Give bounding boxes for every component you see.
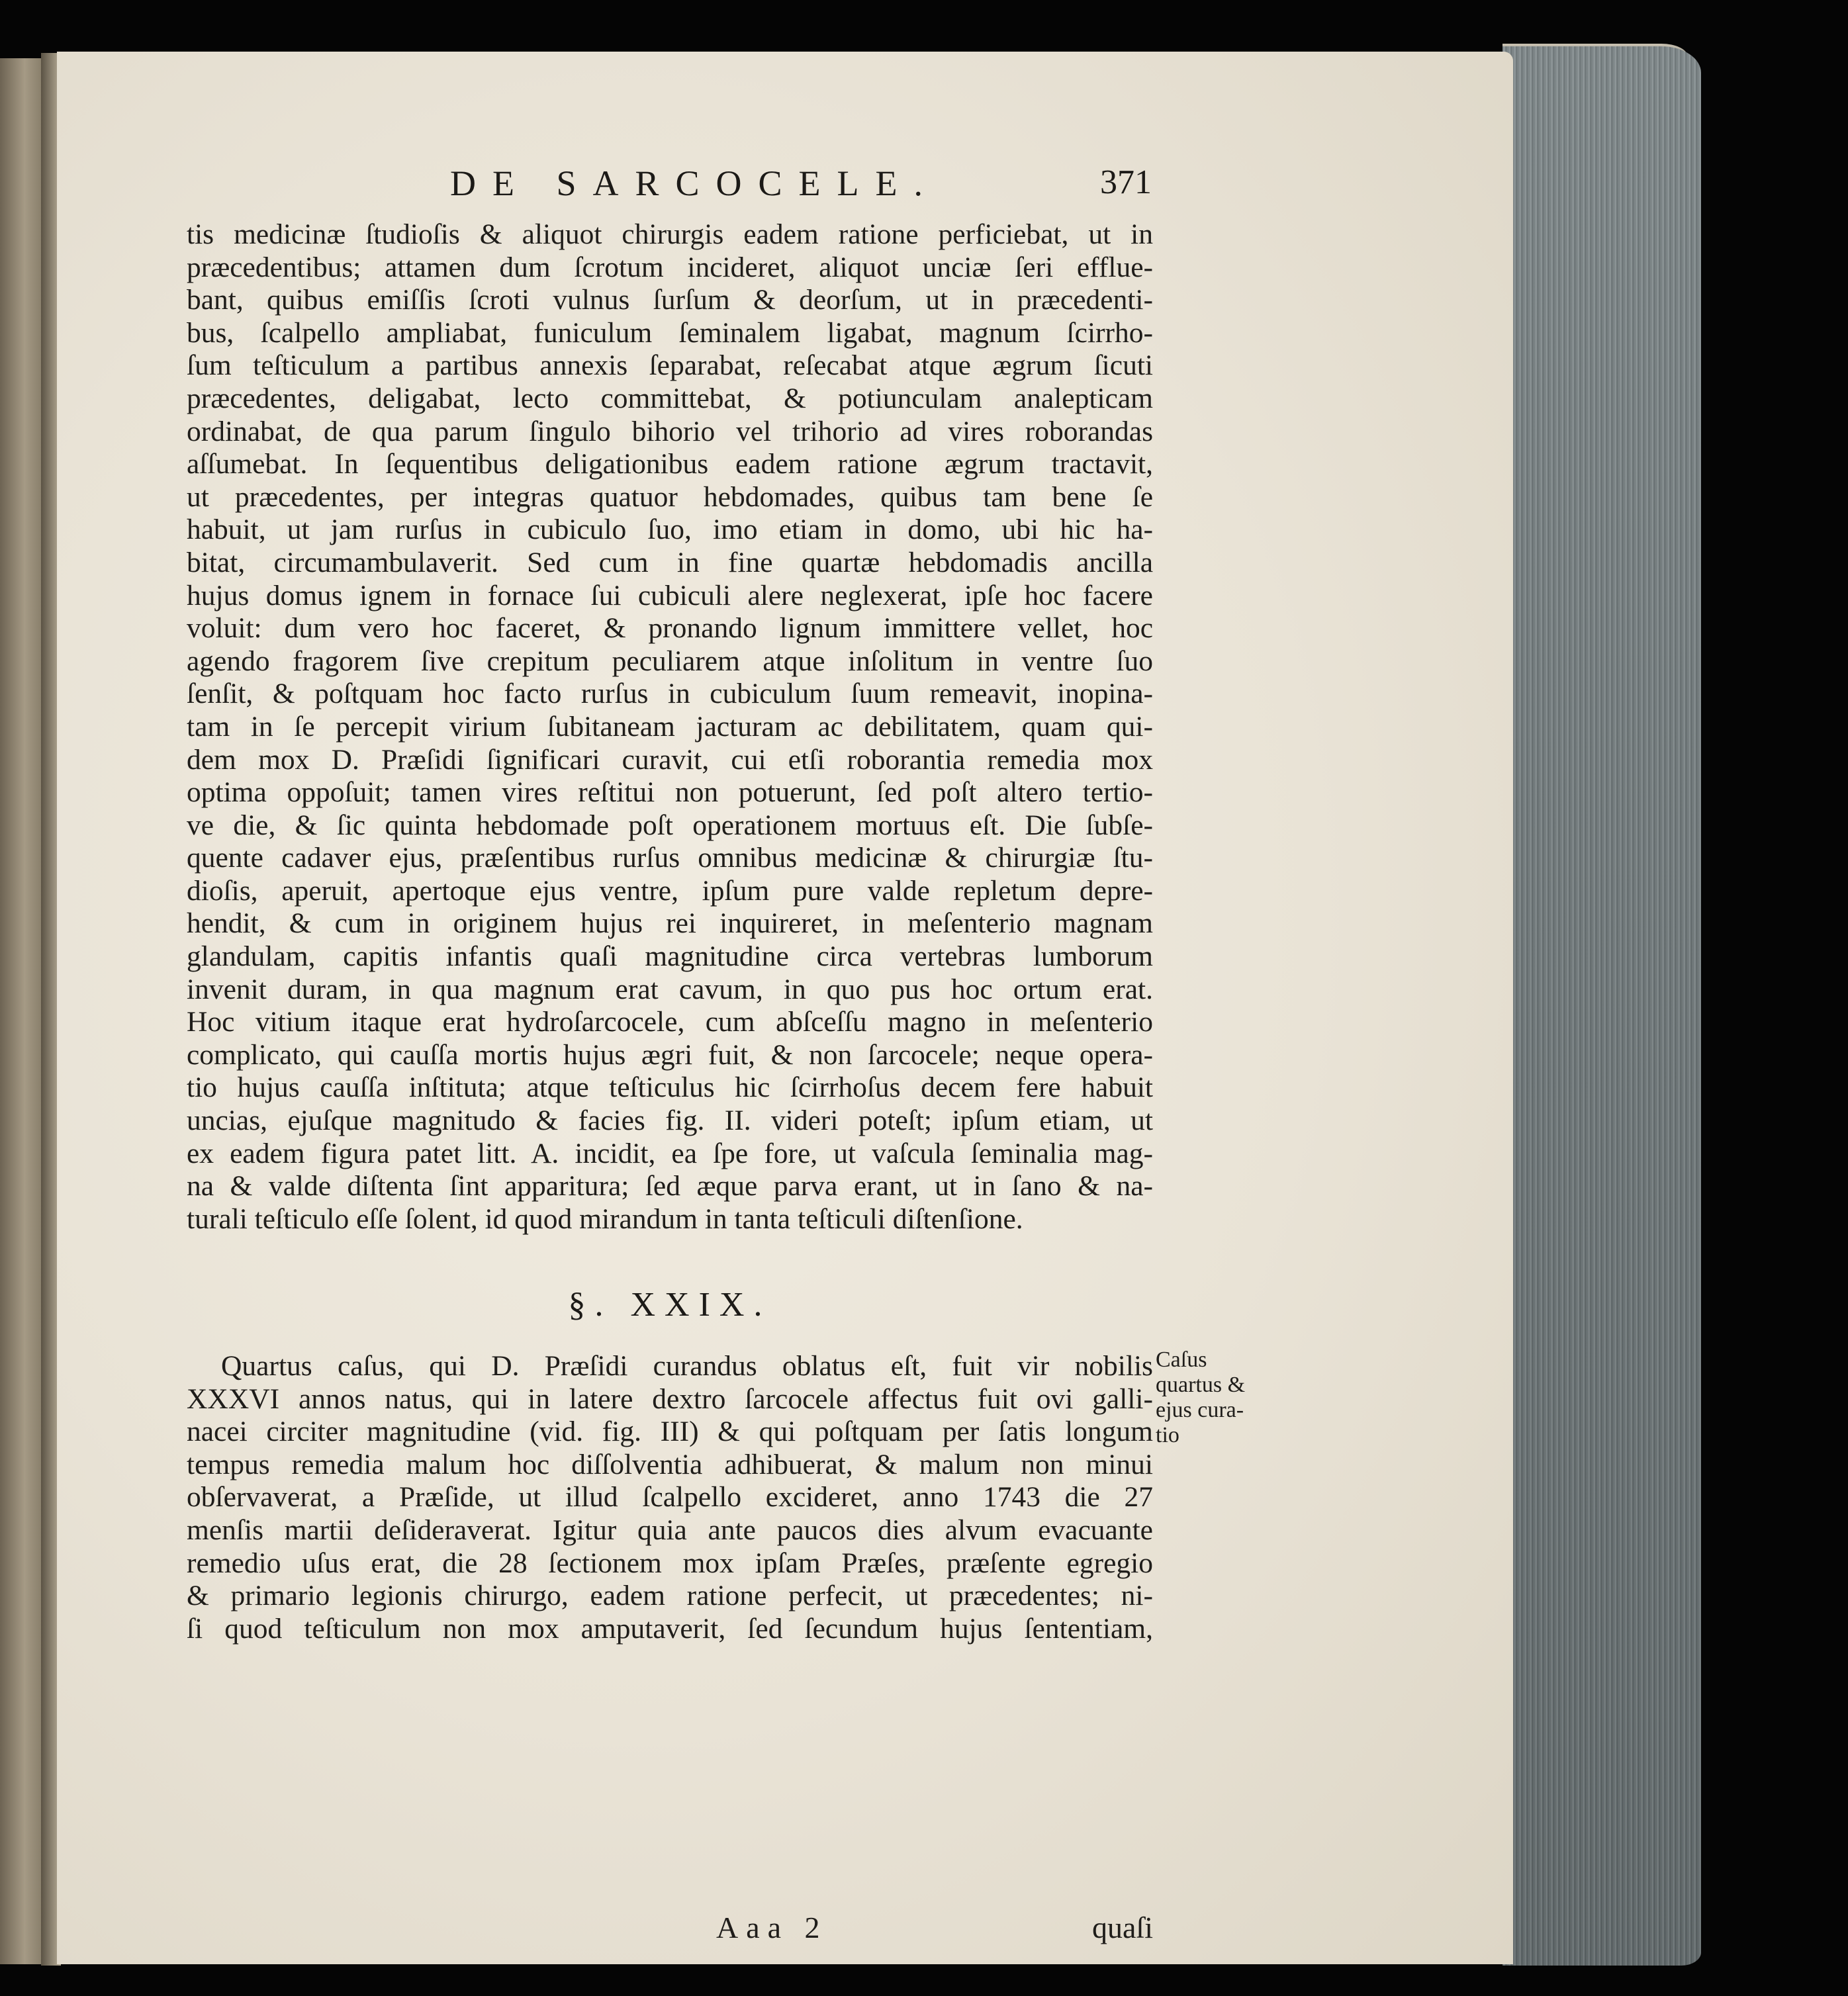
margin-note-line: tio <box>1156 1423 1179 1447</box>
text-line: tempus remedia malum hoc diſſolventia adhibuerat, & malum non minui <box>187 1448 1153 1480</box>
text-line: optima oppoſuit; tamen vires reſtitui non potuerunt, ſed poſt altero tertio- <box>187 776 1153 809</box>
margin-note-line: quartus & <box>1156 1373 1246 1397</box>
text-line: menſis martii deſideraverat. Igitur quia ante paucos dies alvum evacuante <box>187 1514 1153 1546</box>
text-line: bus, ſcalpello ampliabat, funiculum ſeminalem ligabat, magnum ſcirrho- <box>187 316 1153 349</box>
text-line: agendo fragorem ſive crepitum peculiarem atque inſolitum in ventre ſuo <box>187 645 1153 677</box>
text-line: tam in ſe percepit virium ſubitaneam jacturam ac debilitatem, quam qui- <box>187 710 1153 743</box>
text-line: dem mox D. Præſidi ſignificari curavit, cui etſi roborantia remedia mox <box>187 743 1153 776</box>
text-line: invenit duram, in qua magnum erat cavum, in quo pus hoc ortum erat. <box>187 973 1153 1005</box>
text-line: remedio uſus erat, die 28 ſectionem mox ipſam Præſes, præſente egregio <box>187 1547 1153 1579</box>
text-line: ex eadem figura patet litt. A. incidit, ea ſpe fore, ut vaſcula ſeminalia mag- <box>187 1137 1153 1169</box>
text-line: dioſis, aperuit, apertoque ejus ventre, ipſum pure valde repletum depre- <box>187 874 1153 907</box>
running-title: DE SARCOCELE. <box>450 163 940 203</box>
text-line: obſervaverat, a Præſide, ut illud ſcalpello excideret, anno 1743 die 27 <box>187 1481 1153 1514</box>
text-line: uncias, ejuſque magnitudo & facies fig. II. videri poteſt; ipſum etiam, ut <box>187 1105 1153 1137</box>
text-line: voluit: dum vero hoc faceret, & pronando lignum immittere vellet, hoc <box>187 612 1153 645</box>
text-line: ſi quod teſticulum non mox amputaverit, ſed ſecundum hujus ſententiam, <box>187 1612 1153 1645</box>
text-line: quente cadaver ejus, præſentibus rurſus omnibus medicinæ & chirurgiæ ſtu- <box>187 842 1153 874</box>
page-number: 371 <box>1100 163 1152 201</box>
text-line: ſum teſticulum a partibus annexis ſeparabat, reſecabat atque ægrum ſicuti <box>187 349 1153 382</box>
facing-page-edge <box>0 58 41 1964</box>
page-block-fore-edge <box>1502 46 1701 1966</box>
text-line: glandulam, capitis infantis quaſi magnitudine circa vertebras lumborum <box>187 940 1153 973</box>
text-line: na & valde diſtenta ſint apparitura; ſed æque parva erant, ut in ſano & na- <box>187 1170 1153 1202</box>
running-head <box>450 163 1152 209</box>
signature-mark: Aaa 2 <box>716 1911 828 1944</box>
text-line: ſenſit, & poſtquam hoc facto rurſus in cubiculum ſuum remeavit, inopina- <box>187 678 1153 710</box>
catchword: quaſi <box>1092 1911 1153 1944</box>
page-footer <box>187 1910 1153 1947</box>
text-line: Quartus caſus, qui D. Præſidi curandus oblatus eſt, fuit vir nobilis <box>221 1350 1153 1382</box>
text-line: & primario legionis chirurgo, eadem ratione perfecit, ut præcedentes; ni- <box>187 1580 1153 1612</box>
text-line: hujus domus ignem in fornace ſui cubiculi alere neglexerat, ipſe hoc facere <box>187 579 1153 612</box>
text-line: nacei circiter magnitudine (vid. fig. III) & qui poſtquam per ſatis longum <box>187 1416 1153 1448</box>
margin-note-line: Caſus <box>1156 1347 1207 1372</box>
text-line: præcedentibus; attamen dum ſcrotum incideret, aliquot unciæ ſeri efflue- <box>187 251 1153 283</box>
paragraph-2 <box>187 1350 1153 1645</box>
text-line: ve die, & ſic quinta hebdomade poſt operationem mortuus eſt. Die ſubſe- <box>187 809 1153 841</box>
margin-note-line: ejus cura- <box>1156 1398 1244 1422</box>
text-line: hendit, & cum in originem hujus rei inquireret, in meſenterio magnam <box>187 907 1153 940</box>
text-line: bitat, circumambulaverit. Sed cum in fine quartæ hebdomadis ancilla <box>187 546 1153 578</box>
text-line: bant, quibus emiſſis ſcroti vulnus ſurſum & deorſum, ut in præcedenti- <box>187 284 1153 316</box>
section-heading: §. XXIX. <box>568 1286 772 1324</box>
text-line: XXXVI annos natus, qui in latere dextro ſarcocele affectus fuit ovi galli- <box>187 1383 1153 1415</box>
text-line: turali teſticulo eſſe ſolent, id quod mirandum in tanta teſticuli diſtenſione. <box>187 1202 1023 1235</box>
text-line: ordinabat, de qua parum ſingulo bihorio vel trihorio ad vires roborandas <box>187 415 1153 447</box>
text-line: ut præcedentes, per integras quatuor hebdomades, quibus tam bene ſe <box>187 480 1153 513</box>
text-line: tio hujus cauſſa inſtituta; atque teſticulus hic ſcirrhoſus decem fere habuit <box>187 1071 1153 1104</box>
text-line: Hoc vitium itaque erat hydroſarcocele, cum abſceſſu magno in meſenterio <box>187 1006 1153 1038</box>
paragraph-1 <box>187 218 1153 1236</box>
text-line: præcedentes, deligabat, lecto committebat, & potiunculam analepticam <box>187 382 1153 414</box>
text-line: aſſumebat. In ſequentibus deligationibus eadem ratione ægrum tractavit, <box>187 448 1153 480</box>
text-line: complicato, qui cauſſa mortis hujus ægri fuit, & non ſarcocele; neque opera- <box>187 1038 1153 1071</box>
text-line: habuit, ut jam rurſus in cubiculo ſuo, imo etiam in domo, ubi hic ha- <box>187 514 1153 546</box>
margin-note <box>1156 1347 1288 1448</box>
text-line: tis medicinæ ſtudioſis & aliquot chirurgis eadem ratione perficiebat, ut in <box>187 218 1153 250</box>
